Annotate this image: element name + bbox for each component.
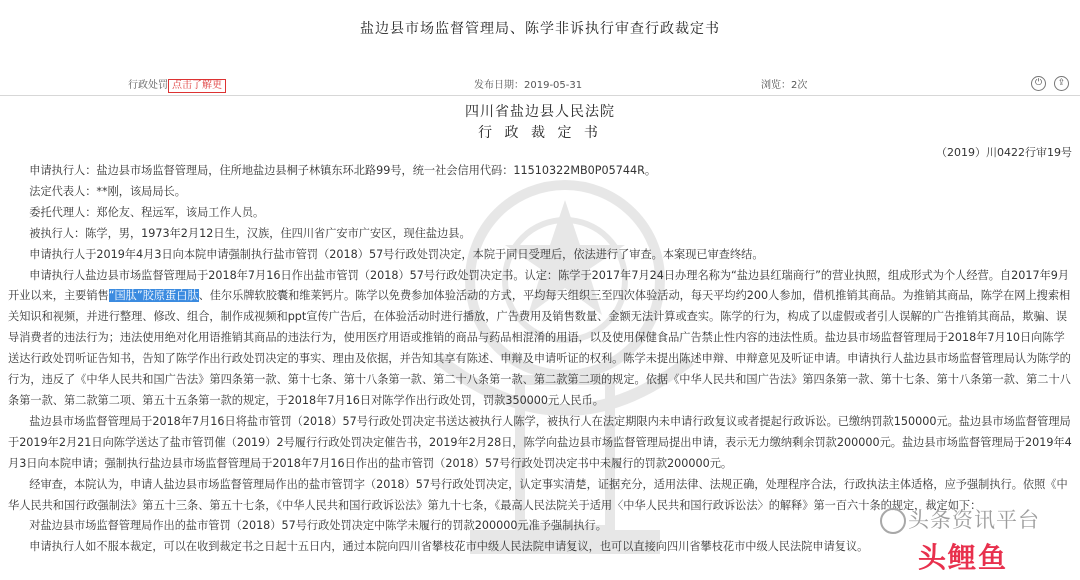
view-count: 浏览：2次	[761, 80, 808, 91]
service-paragraph: 盐边县市场监督管理局于2018年7月16日将盐市管罚（2018）57号行政处罚决定书送达被执行人陈学，被执行人在法定期限内未申请行政复议或者提起行政诉讼。已缴纳罚款150000元。盐边县市场监督管理局于2019年2月21日向陈学送达了盐市管罚催（2019）2号履行行政处罚决定催告书，2019年2月28日，陈学向盐边县市场监督管理局提出申请，表示无力缴纳剩余罚款200000元。盐边县市场监督管理局于2019年4月3日向本院申请；强制执行盐边县市场监督管理局于2018年7月16日作出的盐市管罚（2018）57号行政处罚决定书中未履行的罚款200000元。	[8, 414, 1072, 470]
agent-paragraph: 委托代理人：郑伦友、程远军，该局工作人员。	[29, 205, 265, 219]
applicant-paragraph: 申请执行人：盐边县市场监督管理局，住所地盐边县桐子林镇东环北路99号，统一社会信用代码：11510322MB0P05744R。	[29, 164, 657, 177]
review-paragraph: 经审查，本院认为，申请人盐边县市场监督管理局作出的盐市管罚字（2018）57号行政处罚决定，认定事实清楚，证据充分，适用法律、法规正确，处理程序合法，行政执法主体适格，应予强制执行。依照《中华人民共和国行政强制法》第五十三条、第五十七条，《中华人民共和国行政诉讼法》第九十七条，《最高人民法院关于适用〈中华人民共和国行政诉讼法〉的解释》第一百六十条的规定，裁定如下：	[8, 477, 1068, 512]
category-label	[128, 76, 226, 93]
publish-date: 发布日期：2019-05-31	[474, 80, 583, 91]
ruling-paragraph: 对盐边县市场监督管理局作出的盐市管罚（2018）57号行政处罚决定中陈学未履行的罚款200000元准予强制执行。	[29, 519, 607, 533]
category-text: 行政处罚	[128, 80, 168, 91]
appeal-paragraph: 申请执行人如不服本裁定，可以在收到裁定书之日起十五日内，通过本院向四川省攀枝花市中级人民法院申请复议，也可以直接向四川省攀枝花市中级人民法院申请复议。	[29, 540, 869, 554]
logo-line-1: 头条资讯平台	[908, 508, 1040, 532]
learn-more-tag[interactable]: 点击了解更	[168, 79, 226, 93]
facts-text-b: 、佳尔乐牌软胶囊和维莱钙片。陈学以免费参加体验活动的方式，平均每天组织三至四次体验活动，每天平均约200人参加，借机推销其商品。为推销其商品，陈学在网上搜索相关知识和视频，并进行整理、修改、组合，制作成视频和ppt宣传广告后，在体验活动时进行播放，广告费用及销售数量、金额无法计算或查实。陈学的行为，构成了以虚假或者引人误解的广告推销其商品，欺骗、误导消费者的违法行为；违法使用绝对化用语推销其商品的违法行为，使用医疗用语或推销的商品与药品相混淆的用语，以及使用保健食品广告禁止性内容的违法性质。盐边县市场监督管理局于2018年7月10日向陈学送达行政处罚听证告知书，告知了陈学作出行政处罚决定的事实、理由及依据，并告知其享有陈述、申辩及申请听证的权利。陈学未提出陈述申辩、申辩意见及听证申请。申请执行人盐边县市场监督管理局认为陈学的行为，违反了《中华人民共和国广告法》第四条第一款、第十七条、第十八条第一款、第二十八条第一款、第二款第二项的规定。依据《中华人民共和国广告法》第四条第一款、第十七条、第十八条第一款、第二十八条第一款、第二款第二项、第五十五条第一款的规定，于2018年7月16日对陈学作出行政处罚，罚款350000元人民币。	[8, 289, 1071, 407]
court-name: 四川省盐边县人民法院	[465, 104, 615, 120]
respondent-paragraph: 被执行人：陈学，男，1973年2月12日生，汉族，住四川省广安市广安区，现住盐边县。	[29, 226, 471, 240]
facts-text-a: 申请执行人盐边县市场监督管理局于2018年7月16日作出盐市管罚（2018）57号行政处罚决定书。认定：陈学于2017年7月24日办理名称为“盐边县红瑞商行”的营业执照，组成形式为个人经营。自2017年9月开业以来，主要销售	[8, 268, 1070, 303]
printer-icon[interactable]: ⏻	[1031, 76, 1046, 91]
meta-bar	[0, 74, 1080, 94]
platform-watermark-logo	[880, 504, 1070, 574]
search-icon	[880, 508, 906, 534]
case-number: （2019）川0422行审19号	[936, 146, 1072, 159]
share-icon[interactable]: ⇪	[1054, 76, 1069, 91]
filing-paragraph: 申请执行人于2019年4月3日向本院申请强制执行盐市管罚（2018）57号行政处罚决定，本院于同日受理后，依法进行了审查。本案现已审查终结。	[29, 247, 764, 261]
document-body	[8, 161, 1074, 558]
legal-representative-paragraph: 法定代表人：**刚，该局局长。	[29, 184, 186, 198]
highlighted-product: “国肽”胶原蛋白肽	[108, 289, 199, 303]
logo-line-2: 头鲤鱼	[918, 541, 1009, 574]
document-type: 行 政 裁 定 书	[478, 125, 602, 141]
divider	[0, 95, 1080, 96]
page-title: 盐边县市场监督管理局、陈学非诉执行审查行政裁定书	[360, 21, 720, 37]
facts-paragraph	[8, 266, 1074, 412]
